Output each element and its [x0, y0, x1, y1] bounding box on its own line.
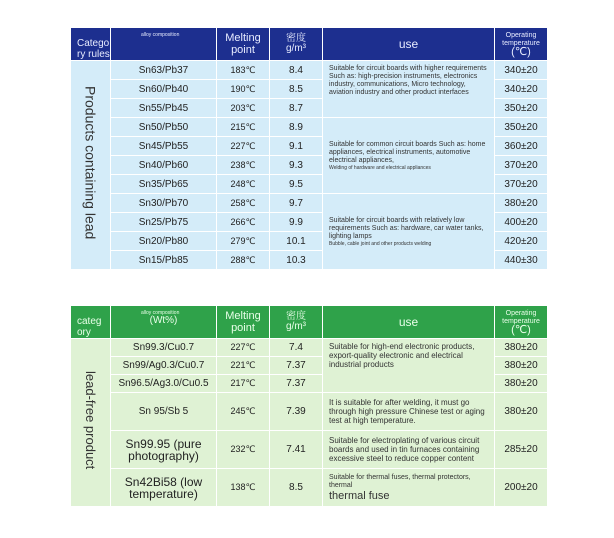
- alloy-cell: Sn25/Pb75: [111, 213, 217, 232]
- melting-cell: 221℃: [217, 357, 270, 375]
- alloy-cell: Sn30/Pb70: [111, 194, 217, 213]
- operating-cell: 440±30: [495, 251, 548, 270]
- table-row: [71, 61, 548, 80]
- operating-cell: 370±20: [495, 156, 548, 175]
- alloy-cell: Sn63/Pb37: [111, 61, 217, 80]
- lead-free-table-header: [71, 306, 548, 339]
- alloy-composition-header: alloy composition (Wt%): [111, 306, 217, 339]
- use-header: use: [323, 28, 495, 61]
- operating-temperature-header: Operating temperature (℃): [495, 28, 548, 61]
- lead-free-products-table: [70, 305, 548, 507]
- melting-cell: 266℃: [217, 213, 270, 232]
- alloy-cell: Sn 95/Sb 5: [111, 393, 217, 431]
- melting-cell: 258℃: [217, 194, 270, 213]
- table-row: [71, 194, 548, 213]
- density-cell: 7.4: [270, 339, 323, 357]
- operating-cell: 380±20: [495, 339, 548, 357]
- alloy-cell: Sn99/Ag0.3/Cu0.7: [111, 357, 217, 375]
- melting-point-header: Melting point: [217, 28, 270, 61]
- melting-cell: 215℃: [217, 118, 270, 137]
- lead-products-table: [70, 27, 548, 270]
- melting-cell: 227℃: [217, 339, 270, 357]
- operating-cell: 400±20: [495, 213, 548, 232]
- table-row: [71, 431, 548, 469]
- melting-cell: 232℃: [217, 431, 270, 469]
- category-label: lead-free product: [83, 370, 98, 470]
- table-row: [71, 118, 548, 137]
- category-label: Products containing lead: [82, 85, 99, 240]
- alloy-cell: Sn15/Pb85: [111, 251, 217, 270]
- alloy-cell: Sn96.5/Ag3.0/Cu0.5: [111, 375, 217, 393]
- use-cell: Suitable for circuit boards with relatively low requirements Such as: hardware, car water tanks, lighting lamps Bubble, cable joint and other products welding: [323, 194, 495, 270]
- melting-cell: 217℃: [217, 375, 270, 393]
- operating-cell: 350±20: [495, 99, 548, 118]
- alloy-cell: Sn50/Pb50: [111, 118, 217, 137]
- melting-cell: 183℃: [217, 61, 270, 80]
- use-cell: Suitable for thermal fuses, thermal protectors, thermal thermal fuse: [323, 469, 495, 507]
- density-cell: 8.5: [270, 469, 323, 507]
- density-cell: 8.5: [270, 80, 323, 99]
- operating-cell: 420±20: [495, 232, 548, 251]
- operating-cell: 370±20: [495, 175, 548, 194]
- operating-cell: 285±20: [495, 431, 548, 469]
- density-cell: 9.9: [270, 213, 323, 232]
- melting-cell: 248℃: [217, 175, 270, 194]
- use-cell: Suitable for electroplating of various circuit boards and used in tin furnaces containing excessive steel to reduce copper content: [323, 431, 495, 469]
- category-header: categ ory: [71, 306, 111, 339]
- melting-cell: 245℃: [217, 393, 270, 431]
- use-cell: Suitable for circuit boards with higher requirements Such as: high-precision instruments, electronics industry, communications, Micro technology, aviation industry and other product interfaces: [323, 61, 495, 118]
- lead-table-header: [71, 28, 548, 61]
- alloy-composition-header: alloy composition: [111, 28, 217, 61]
- density-cell: 8.4: [270, 61, 323, 80]
- use-cell: Suitable for common circuit boards Such as: home appliances, electrical instruments, automotive electrical appliances, Welding of hardware and electrical appliances: [323, 118, 495, 194]
- operating-temperature-header: Operating temperature (℃): [495, 306, 548, 339]
- use-cell: Suitable for high-end electronic products, export-quality electronic and electrical industrial products: [323, 339, 495, 393]
- operating-cell: 380±20: [495, 357, 548, 375]
- density-cell: 8.7: [270, 99, 323, 118]
- operating-cell: 380±20: [495, 375, 548, 393]
- category-cell: [71, 339, 111, 507]
- category-cell: [71, 61, 111, 270]
- melting-cell: 138℃: [217, 469, 270, 507]
- operating-cell: 380±20: [495, 393, 548, 431]
- alloy-cell: Sn42Bi58 (low temperature): [111, 469, 217, 507]
- density-cell: 9.3: [270, 156, 323, 175]
- density-cell: 10.3: [270, 251, 323, 270]
- table-row: [71, 393, 548, 431]
- density-cell: 9.7: [270, 194, 323, 213]
- table-row: [71, 469, 548, 507]
- alloy-cell: Sn55/Pb45: [111, 99, 217, 118]
- operating-cell: 380±20: [495, 194, 548, 213]
- density-cell: 9.1: [270, 137, 323, 156]
- melting-cell: 279℃: [217, 232, 270, 251]
- melting-cell: 288℃: [217, 251, 270, 270]
- operating-cell: 200±20: [495, 469, 548, 507]
- alloy-cell: Sn40/Pb60: [111, 156, 217, 175]
- alloy-cell: Sn99.95 (pure photography): [111, 431, 217, 469]
- density-header: 密度 g/m³: [270, 28, 323, 61]
- alloy-cell: Sn60/Pb40: [111, 80, 217, 99]
- density-cell: 7.39: [270, 393, 323, 431]
- melting-cell: 227℃: [217, 137, 270, 156]
- density-cell: 7.37: [270, 375, 323, 393]
- melting-cell: 238℃: [217, 156, 270, 175]
- operating-cell: 340±20: [495, 80, 548, 99]
- density-cell: 7.37: [270, 357, 323, 375]
- use-header: use: [323, 306, 495, 339]
- melting-cell: 190℃: [217, 80, 270, 99]
- density-cell: 10.1: [270, 232, 323, 251]
- operating-cell: 340±20: [495, 61, 548, 80]
- operating-cell: 350±20: [495, 118, 548, 137]
- use-cell: It is suitable for after welding, it must go through high pressure Chinese test or aging test at high temperature.: [323, 393, 495, 431]
- density-cell: 9.5: [270, 175, 323, 194]
- density-cell: 8.9: [270, 118, 323, 137]
- density-header: 密度 g/m³: [270, 306, 323, 339]
- alloy-cell: Sn20/Pb80: [111, 232, 217, 251]
- alloy-cell: Sn99.3/Cu0.7: [111, 339, 217, 357]
- melting-point-header: Melting point: [217, 306, 270, 339]
- alloy-cell: Sn45/Pb55: [111, 137, 217, 156]
- alloy-cell: Sn35/Pb65: [111, 175, 217, 194]
- density-cell: 7.41: [270, 431, 323, 469]
- operating-cell: 360±20: [495, 137, 548, 156]
- melting-cell: 203℃: [217, 99, 270, 118]
- table-row: [71, 339, 548, 357]
- category-header: Catego ry rules: [71, 28, 111, 61]
